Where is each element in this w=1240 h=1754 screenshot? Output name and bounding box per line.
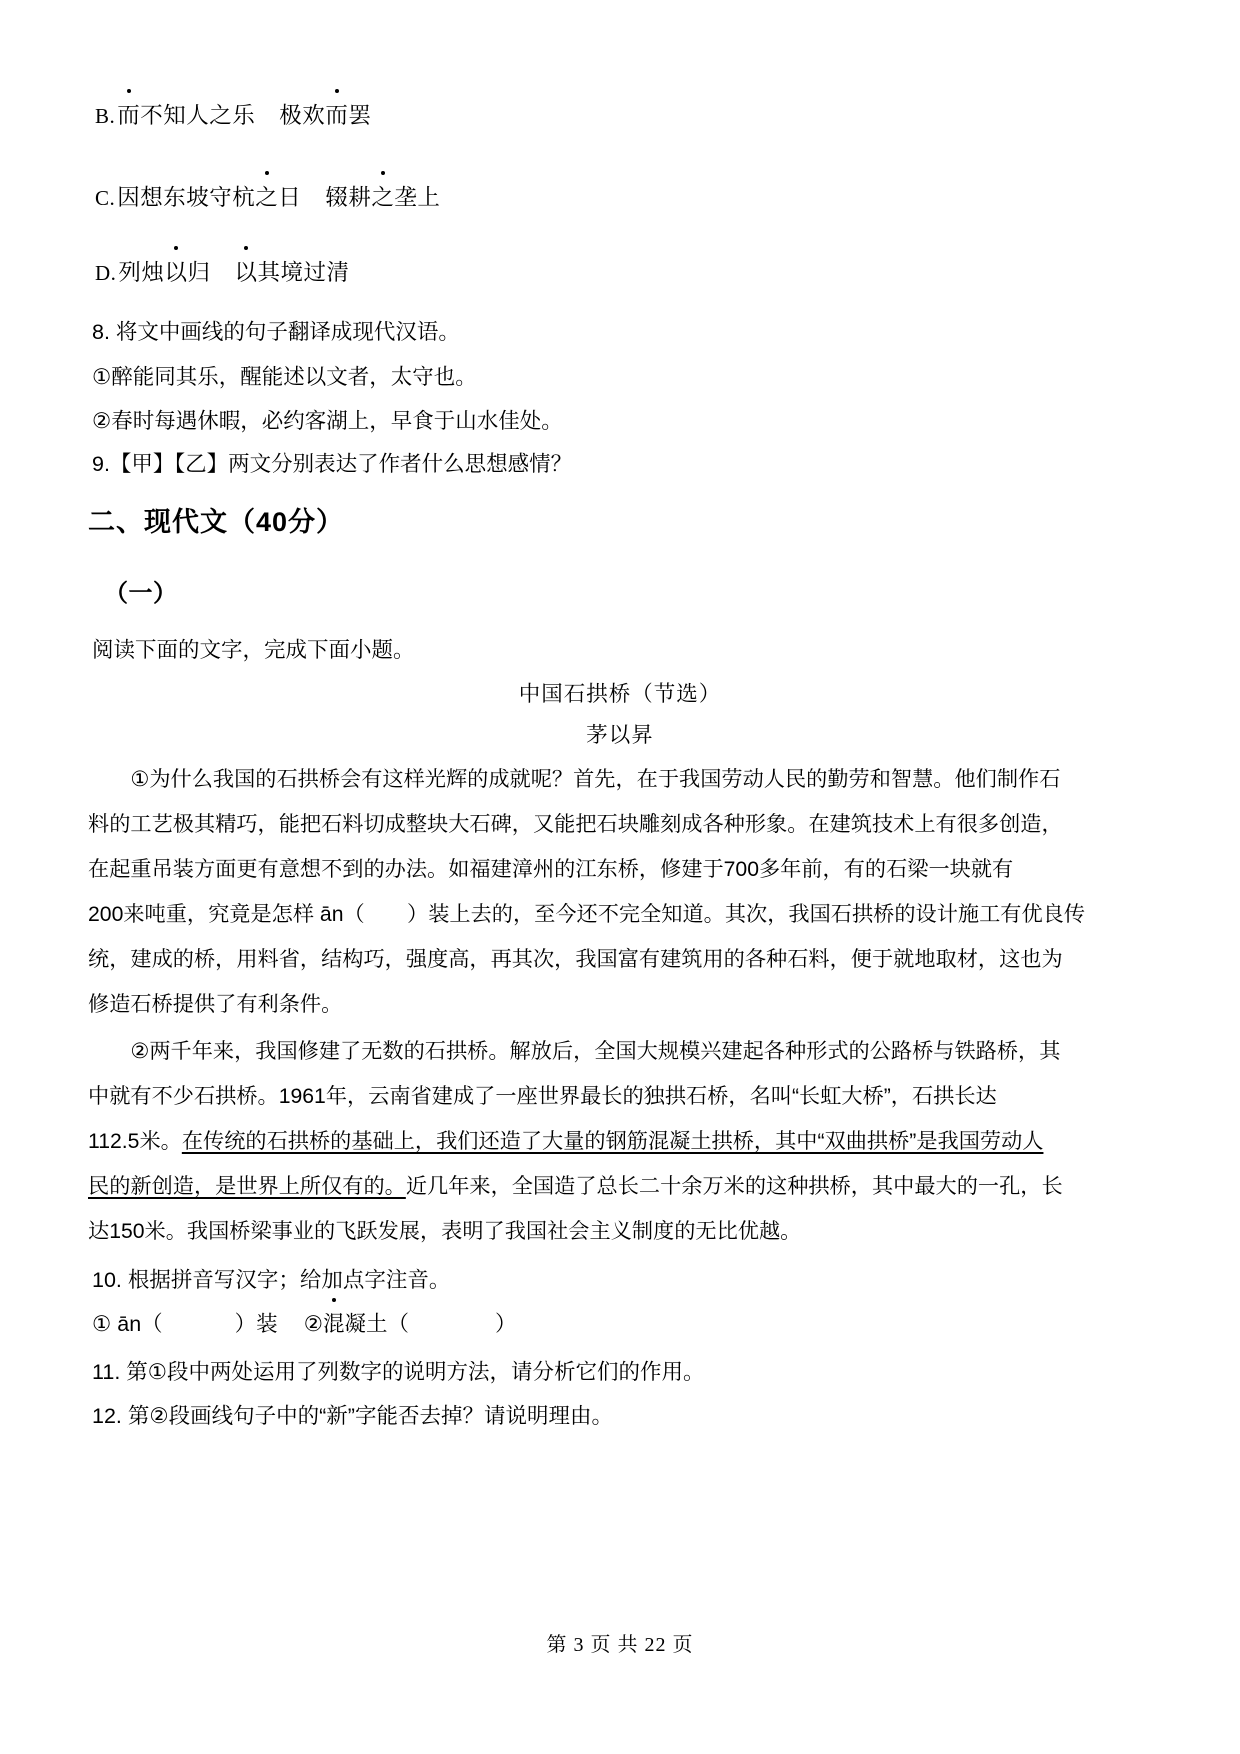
article-author: 茅以昇 — [586, 723, 654, 747]
option-row-b[interactable] — [95, 98, 371, 130]
option-b-text-1: 不知人之乐 — [140, 103, 256, 128]
paragraph-1-line-2: 料的工艺极其精巧，能把石料切成整块大石碑，又能把石块雕刻成各种形象。在建筑技术上有很多创造， — [88, 813, 1063, 836]
option-d-text-2: 归 — [187, 260, 211, 285]
paragraph-2-line-4-underlined: 民的新创造，是世界上所仅有的。 — [88, 1175, 406, 1198]
paragraph-2-line-3 — [88, 1125, 1154, 1155]
paragraph-2-line-5: 达150米。我国桥梁事业的飞跃发展，表明了我国社会主义制度的无比优越。 — [88, 1220, 802, 1243]
question-10-stem: 10. 根据拼音写汉字；给加点字注音。 — [92, 1268, 451, 1292]
option-b-dot-char-2: 而 — [325, 98, 348, 130]
paragraph-1-line-5: 统，建成的桥，用料省，结构巧，强度高，再其次，我国富有建筑用的各种石料，便于就地取材，这也为 — [88, 948, 1063, 971]
option-b-text-2: 极欢 — [279, 103, 326, 128]
section-subheading: （一） — [104, 580, 178, 607]
option-d-text-3: 其境过清 — [257, 260, 350, 285]
page-footer: 第 3 页 共 22 页 — [546, 1634, 694, 1656]
option-label-d: D. — [95, 261, 117, 285]
reading-instruction: 阅读下面的文字，完成下面小题。 — [92, 638, 415, 662]
option-b-dot-char-1: 而 — [117, 98, 140, 130]
section-heading: 二、现代文（40分） — [88, 507, 345, 537]
option-c-text-1: 因想东坡守杭 — [117, 185, 256, 210]
paragraph-2-line-3-prefix: 112.5米。 — [88, 1130, 182, 1153]
paragraph-2-line-2: 中就有不少石拱桥。1961年，云南省建成了一座世界最长的独拱石桥，名叫“长虹大桥”，石拱长达 — [88, 1085, 997, 1108]
question-11-stem: 11. 第①段中两处运用了列数字的说明方法，请分析它们的作用。 — [92, 1360, 705, 1384]
paragraph-2-line-1: ②两千年来，我国修建了无数的石拱桥。解放后，全国大规模兴建起各种形式的公路桥与铁路桥，其 — [88, 1040, 1061, 1063]
option-label-b: B. — [95, 104, 116, 128]
option-c-dot-char-2: 之 — [371, 180, 394, 212]
option-c-text-3: 辍耕 — [325, 185, 372, 210]
paragraph-1-line-3: 在起重吊装方面更有意想不到的办法。如福建漳州的江东桥，修建于700多年前，有的石梁一块就有 — [88, 858, 1014, 881]
paragraph-2-line-4-rest: 近几年来，全国造了总长二十余万米的这种拱桥，其中最大的一孔，长 — [405, 1175, 1063, 1198]
option-row-c[interactable] — [95, 180, 440, 212]
paragraph-1-line-1: ①为什么我国的石拱桥会有这样光辉的成就呢？首先，在于我国劳动人民的勤劳和智慧。他们制作石 — [88, 768, 1061, 791]
question-8-item-1: ①醉能同其乐，醒能述以文者，太守也。 — [92, 365, 477, 389]
question-10-blank-2-rest: 凝土 — [344, 1312, 388, 1336]
question-10-blanks[interactable] — [92, 1307, 517, 1338]
question-10-paren-close: ） — [495, 1312, 517, 1336]
option-b-text-3: 罢 — [348, 103, 372, 128]
question-10-paren-open: （ — [387, 1312, 410, 1336]
option-label-c: C. — [95, 186, 116, 210]
option-row-d[interactable] — [95, 255, 350, 287]
question-12-stem: 12. 第②段画线句子中的“新”字能否去掉？请说明理由。 — [92, 1404, 613, 1428]
option-c-dot-char-1: 之 — [255, 180, 278, 212]
question-10-blank-1-prefix: ① ān（ — [92, 1312, 163, 1336]
question-10-blank-2-number: ② — [303, 1312, 323, 1336]
question-8-stem: 8. 将文中画线的句子翻译成现代汉语。 — [92, 320, 460, 344]
question-8-item-2: ②春时每遇休暇，必约客湖上，早食于山水佳处。 — [92, 409, 563, 433]
option-d-dot-char-2: 以 — [234, 255, 257, 287]
option-c-text-4: 垄上 — [394, 185, 441, 210]
question-9-stem: 9.【甲】【乙】两文分别表达了作者什么思想感情？ — [92, 452, 573, 476]
paragraph-2-line-3-underlined: 在传统的石拱桥的基础上，我们还造了大量的钢筋混凝土拱桥，其中“双曲拱桥”是我国劳动人 — [181, 1130, 1044, 1153]
paragraph-1-line-4: 200来吨重，究竟是怎样 ān（ ）装上去的，至今还不完全知道。其次，我国石拱桥的设计施工有优良传 — [88, 903, 1086, 926]
question-10-dot-char: 混 — [323, 1307, 345, 1338]
question-10-blank-1-suffix: ）装 — [234, 1312, 278, 1336]
option-d-text-1: 列烛 — [118, 260, 165, 285]
option-d-dot-char-1: 以 — [164, 255, 187, 287]
article-title: 中国石拱桥（节选） — [518, 682, 722, 706]
paragraph-1-line-6: 修造石桥提供了有利条件。 — [88, 993, 343, 1016]
paragraph-2-line-4 — [88, 1170, 1154, 1200]
option-c-text-2: 日 — [278, 185, 302, 210]
